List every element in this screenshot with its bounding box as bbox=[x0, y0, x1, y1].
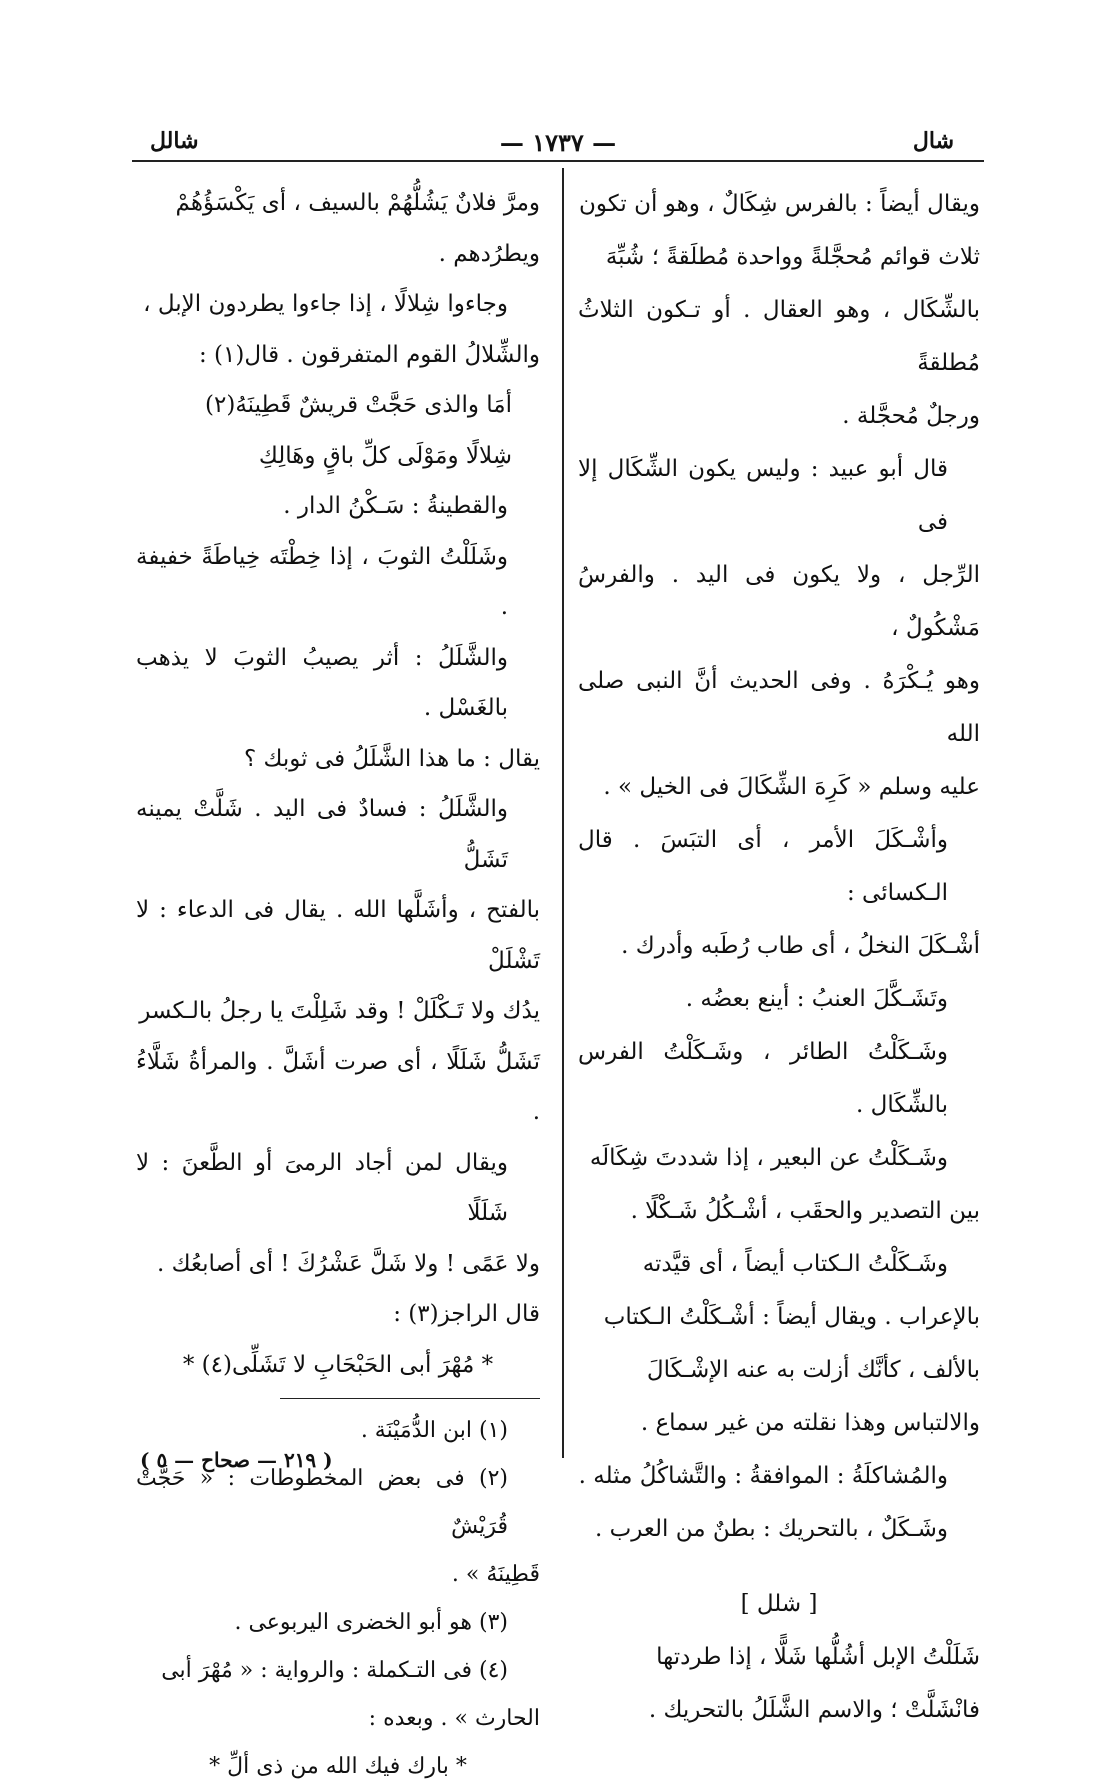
text-line: وجاءوا شِلالًا ، إذا جاءوا يطردون الإبل ، bbox=[143, 291, 508, 317]
section-title: [ شلل ] bbox=[740, 1591, 818, 1617]
left-column bbox=[136, 178, 540, 1791]
text-line: فانْشَلَّتْ ؛ والاسم الشَّلَلُ بالتحريك . bbox=[648, 1697, 980, 1723]
right-column bbox=[578, 178, 980, 1737]
text-line: وشَلَلْتُ الثوبَ ، إذا خِطْتَه خِياطَةً خفيفة . bbox=[136, 543, 508, 620]
page-header bbox=[132, 128, 984, 168]
text-line: عليه وسلم « كَرِهَ الشِّكَالَ فى الخيل » . bbox=[603, 774, 980, 800]
text-line: والشَّلَلُ : أثر يصيبُ الثوبَ لا يذهب بالغَسْل . bbox=[136, 644, 508, 721]
text-line: وشَـكَلٌ ، بالتحريك : بطنٌ من العرب . bbox=[594, 1516, 948, 1542]
verse-line: أمَا والذى حَجَّتْ قريشٌ قَطِينَهُ(٢) bbox=[205, 392, 512, 418]
text-line: والشِّلالُ القوم المتفرقون . قال(١) : bbox=[199, 341, 540, 368]
footnote-verse: * بارك فيك الله من ذى ألِّ * bbox=[209, 1754, 467, 1779]
text-line: ويقال أيضاً : بالفرس شِكَالٌ ، وهو أن تكون bbox=[578, 191, 980, 217]
verse-line: * مُهْرَ أبى الحَبْحَابِ لا تَشَلِّى(٤) * bbox=[182, 1351, 494, 1378]
signature-mark: ( ٢١٩ — صحاح — ٥ ) bbox=[140, 1448, 333, 1472]
text-line: وشَـكَلْتُ عن البعير ، إذا شددتَ شِكَالَه bbox=[589, 1145, 948, 1171]
footnote: (٢) فى بعض المخطوطات : « حَجَّتْ قُرَيْشٌ bbox=[136, 1466, 508, 1539]
column-divider bbox=[562, 168, 564, 1458]
text-line: ورجلٌ مُحجَّلة . bbox=[842, 403, 980, 429]
header-rule bbox=[132, 160, 984, 162]
text-line: بالشِّكَال ، وهو العقال . أو تـكون الثلاثُ مُطلقةً bbox=[578, 297, 980, 376]
footnote: (٤) فى التـكملة : والرواية : « مُهْرَ أبى bbox=[161, 1658, 508, 1683]
text-line: قال أبو عبيد : وليس يكون الشِّكَال إلا فى bbox=[578, 456, 948, 535]
text-line: ثلاث قوائم مُحجَّلةً وواحدة مُطلَقةً ؛ شُبِّهَ bbox=[605, 244, 980, 270]
footnote: (٣) هو أبو الخضرى اليربوعى . bbox=[234, 1610, 508, 1635]
text-line: قال الراجز(٣) : bbox=[393, 1301, 540, 1327]
text-line: ولا عَمًى ! ولا شَلَّ عَشْرُكَ ! أى أصابعُك . bbox=[156, 1250, 540, 1277]
text-line: بين التصدير والحقَب ، أشْـكُلُ شَـكْلًا . bbox=[630, 1198, 980, 1224]
text-line: يقال : ما هذا الشَّلَلُ فى ثوبك ؟ bbox=[244, 745, 540, 772]
text-line: بالألف ، كأنَّك أزلت به عنه الإشْـكَالَ bbox=[646, 1357, 980, 1383]
page-number: — ١٧٣٧ — bbox=[499, 128, 617, 157]
text-line: وشَـكَلْتُ الطائر ، وشَـكَلْتُ الفرس بالشِّكَال . bbox=[578, 1039, 948, 1118]
text-line: بالإعراب . ويقال أيضاً : أشْـكَلْتُ الـكتاب bbox=[603, 1304, 980, 1330]
text-line: والشَّلَلُ : فسادٌ فى اليد . شَلَّتْ يمينه تَشَلُّ bbox=[136, 796, 508, 873]
footnote: (١) ابن الدُّمَيْنَة . bbox=[360, 1418, 508, 1443]
footnote-rule bbox=[280, 1398, 540, 1399]
text-line: تَشَلُّ شَلَلًا ، أى صرت أشَلَّ . والمرأةُ شَلَّاءُ . bbox=[136, 1048, 540, 1125]
text-line: بالفتح ، وأشَلَّها الله . يقال فى الدعاء : لا تَشْلَلْ bbox=[136, 897, 540, 974]
text-line: وشَـكَلْتُ الـكتاب أيضاً ، أى قيَّدته bbox=[642, 1251, 948, 1277]
footnote: الحارث » . وبعده : bbox=[368, 1706, 540, 1731]
text-line: يدُك ولا تَـكْلَلْ ! وقد شَلِلْتَ يا رجلُ بالـكسر bbox=[139, 998, 540, 1024]
header-right-word: شال bbox=[912, 128, 954, 154]
text-line: والمُشاكلَةُ : الموافقةُ : والتَّشاكُلُ مثله . bbox=[578, 1463, 948, 1489]
header-left-word: شالل bbox=[150, 128, 199, 154]
text-line: وأشْـكَلَ الأمر ، أى التبَسَ . قال الـكسائى : bbox=[578, 827, 948, 906]
text-line: وهو يُـكْرَهُ . وفى الحديث أنَّ النبى صلى الله bbox=[578, 668, 980, 747]
text-line: وتَشَـكَّلَ العنبُ : أينع بعضُه . bbox=[685, 986, 948, 1012]
text-line: والقطينةُ : سَـكْنُ الدار . bbox=[283, 493, 508, 519]
verse-line: شِلالًا ومَوْلَى كلِّ باقٍ وهَالِكِ bbox=[258, 442, 512, 469]
text-line: شَلَلْتُ الإبل أشُلُّها شَلًّا ، إذا طردتها bbox=[656, 1644, 980, 1670]
footnote: قَطِينَهُ » . bbox=[451, 1562, 540, 1587]
text-line: الرِّجل ، ولا يكون فى اليد . والفرسُ مَشْكُولٌ ، bbox=[578, 562, 980, 641]
text-line: والالتباس وهذا نقلته من غير سماع . bbox=[640, 1410, 980, 1436]
text-line: ومرَّ فلانٌ يَشُلُّهُمْ بالسيف ، أى يَكْسَؤُهُمْ bbox=[175, 190, 540, 216]
text-line: ويقال لمن أجاد الرمىَ أو الطَّعنَ : لا شَلَلًا bbox=[136, 1149, 508, 1226]
text-line: ويطرُدهم . bbox=[438, 240, 540, 267]
text-line: أشْـكَلَ النخلُ ، أى طاب رُطَبه وأدرك . bbox=[621, 933, 980, 959]
